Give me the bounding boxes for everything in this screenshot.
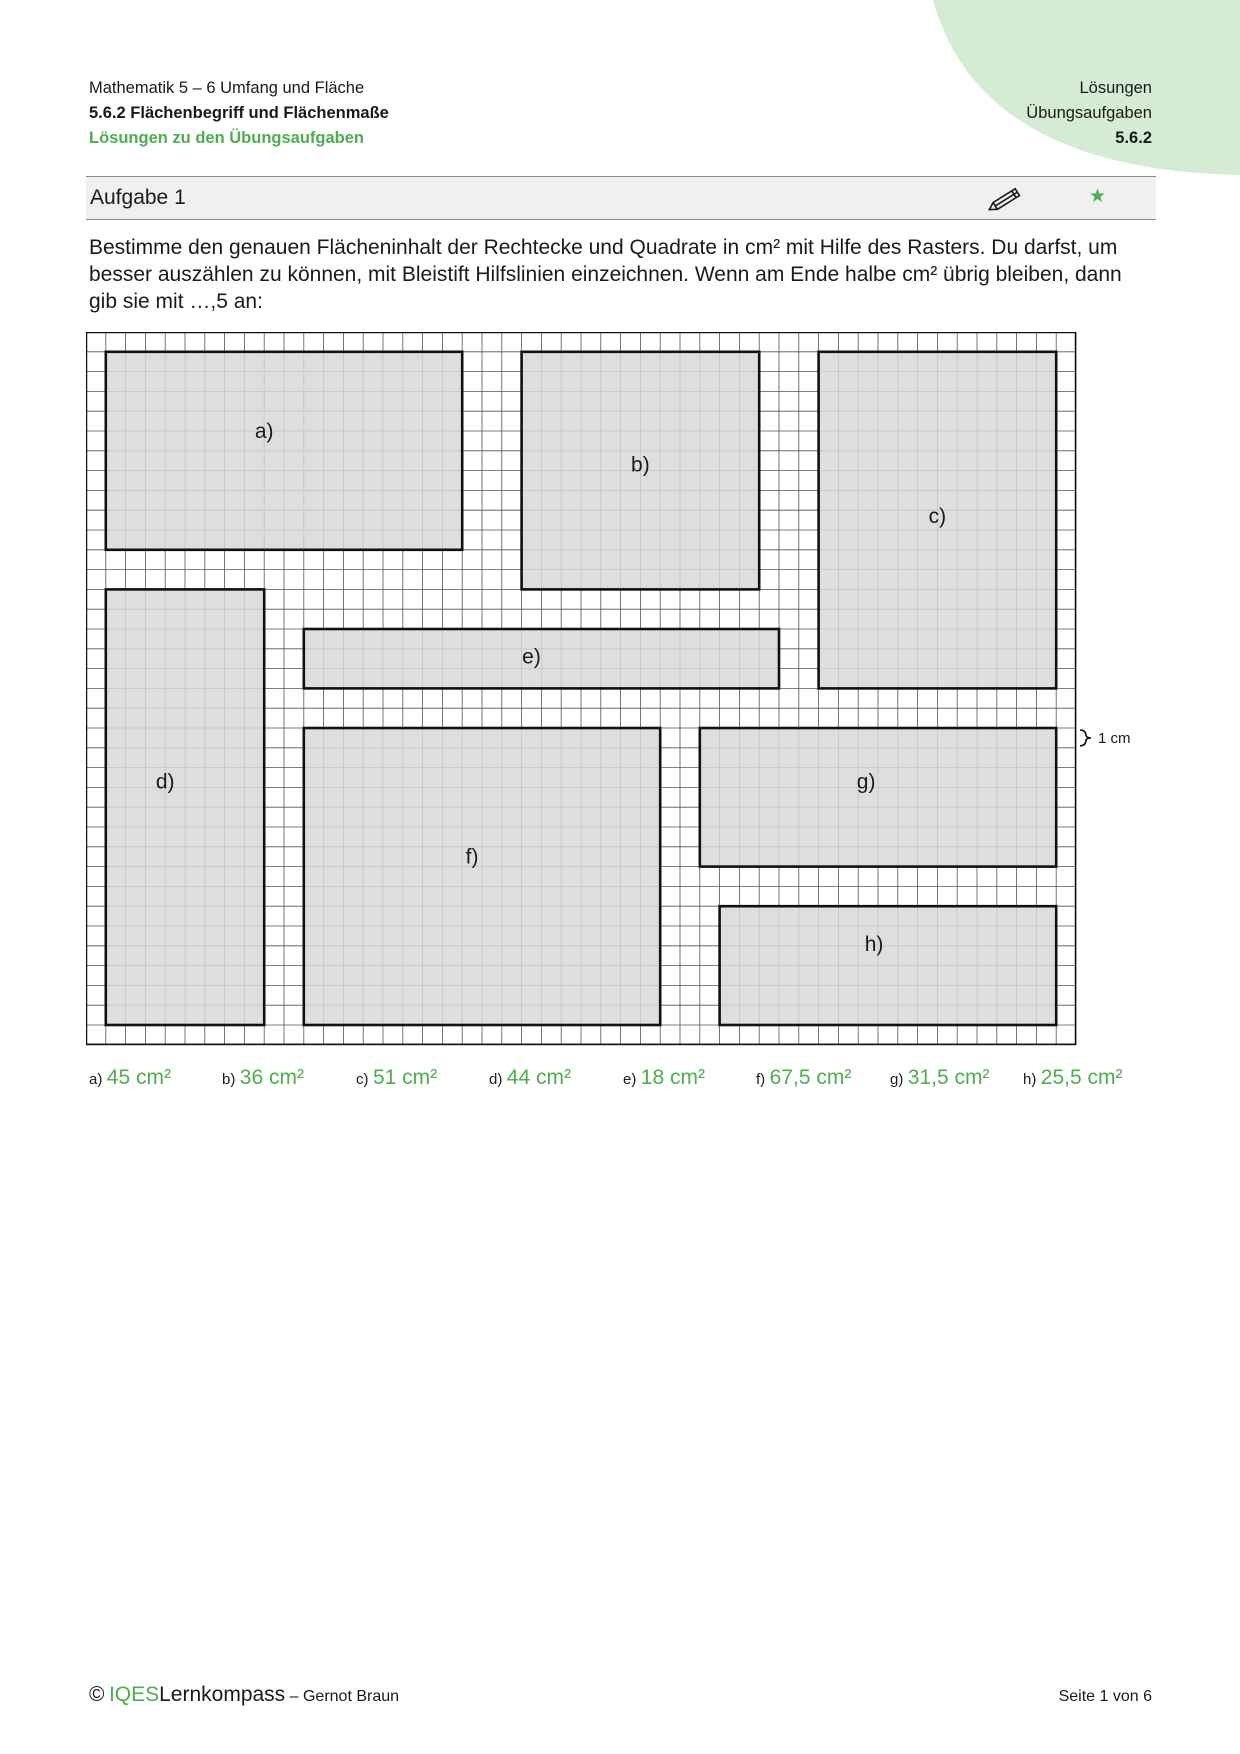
answer-value: 31,5 cm² — [907, 1066, 990, 1089]
answer-item — [222, 1066, 304, 1090]
task-header-bar — [86, 176, 1156, 220]
task-title: Aufgabe 1 — [90, 186, 186, 209]
answer-item — [356, 1066, 437, 1090]
shape-label: b) — [631, 453, 650, 477]
answer-item — [756, 1066, 851, 1090]
footer-brand — [89, 1683, 399, 1707]
header-topic: 5.6.2 Flächenbegriff und Flächenmaße — [89, 104, 389, 122]
scale-label: 1 cm — [1098, 729, 1131, 747]
brand-iqes: IQES — [108, 1683, 160, 1706]
header-doc-number: 5.6.2 — [1115, 129, 1152, 147]
answer-label: f) — [756, 1071, 766, 1088]
answer-item — [1023, 1066, 1123, 1090]
star-icon: ★ — [1089, 186, 1107, 207]
header-subject: Mathematik 5 – 6 Umfang und Fläche — [89, 79, 365, 97]
answer-label: b) — [222, 1071, 236, 1088]
rectangle-shape — [106, 589, 264, 1025]
shape-label: f) — [465, 845, 479, 869]
rectangle-shape — [304, 629, 779, 688]
shape-label: e) — [522, 645, 541, 669]
rectangle-shape — [106, 352, 462, 550]
answer-label: e) — [623, 1071, 637, 1088]
rectangle-shape — [720, 906, 1057, 1025]
rectangle-shape — [700, 728, 1056, 867]
answer-value: 45 cm² — [106, 1066, 171, 1089]
answer-label: a) — [89, 1071, 103, 1088]
pencil-icon — [988, 183, 1028, 213]
shape-label: a) — [254, 420, 274, 443]
copyright-sign: © — [89, 1683, 105, 1706]
header-right — [1026, 76, 1152, 151]
answer-item — [623, 1066, 705, 1090]
shape-label: h) — [864, 932, 884, 956]
scale-brace — [1080, 730, 1091, 746]
answer-value: 51 cm² — [372, 1066, 438, 1089]
header-solutions-title: Lösungen zu den Übungsaufgaben — [89, 129, 364, 147]
answer-value: 36 cm² — [239, 1066, 304, 1089]
header-doc-type: Lösungen — [1079, 79, 1152, 97]
answer-value: 18 cm² — [640, 1066, 705, 1089]
answer-item — [890, 1066, 990, 1090]
header-left — [89, 76, 389, 151]
rectangle-shape — [304, 728, 660, 1025]
header-doc-subtype: Übungsaufgaben — [1026, 104, 1152, 122]
shape-label: g) — [856, 770, 876, 794]
answer-item — [489, 1066, 571, 1090]
page-number: Seite 1 von 6 — [1058, 1688, 1152, 1705]
answer-value: 25,5 cm² — [1040, 1066, 1123, 1089]
grid-figure — [86, 332, 1146, 1052]
answer-value: 44 cm² — [506, 1066, 571, 1089]
shape-label: d) — [155, 770, 175, 794]
footer-author: – Gernot Braun — [285, 1688, 400, 1705]
task-text: Bestimme den genauen Flächeninhalt der Rechtecke und Quadrate in cm² mit Hilfe des Rasters. Du darfst, um besser auszählen zu können, mit Bleistift Hilfslinien einzeichnen. Wenn am Ende halbe cm² übrig bleiben, dann gib sie mit …,5 an: — [89, 236, 1122, 313]
brand-lernkompass: Lernkompass — [159, 1683, 286, 1706]
answer-value: 67,5 cm² — [769, 1066, 852, 1089]
answer-label: d) — [489, 1071, 503, 1088]
shape-label: c) — [928, 505, 947, 529]
answer-label: h) — [1023, 1071, 1037, 1088]
answer-label: c) — [356, 1071, 369, 1088]
answer-item — [89, 1066, 171, 1090]
answer-label: g) — [890, 1071, 904, 1088]
answers-row — [89, 1066, 1169, 1106]
